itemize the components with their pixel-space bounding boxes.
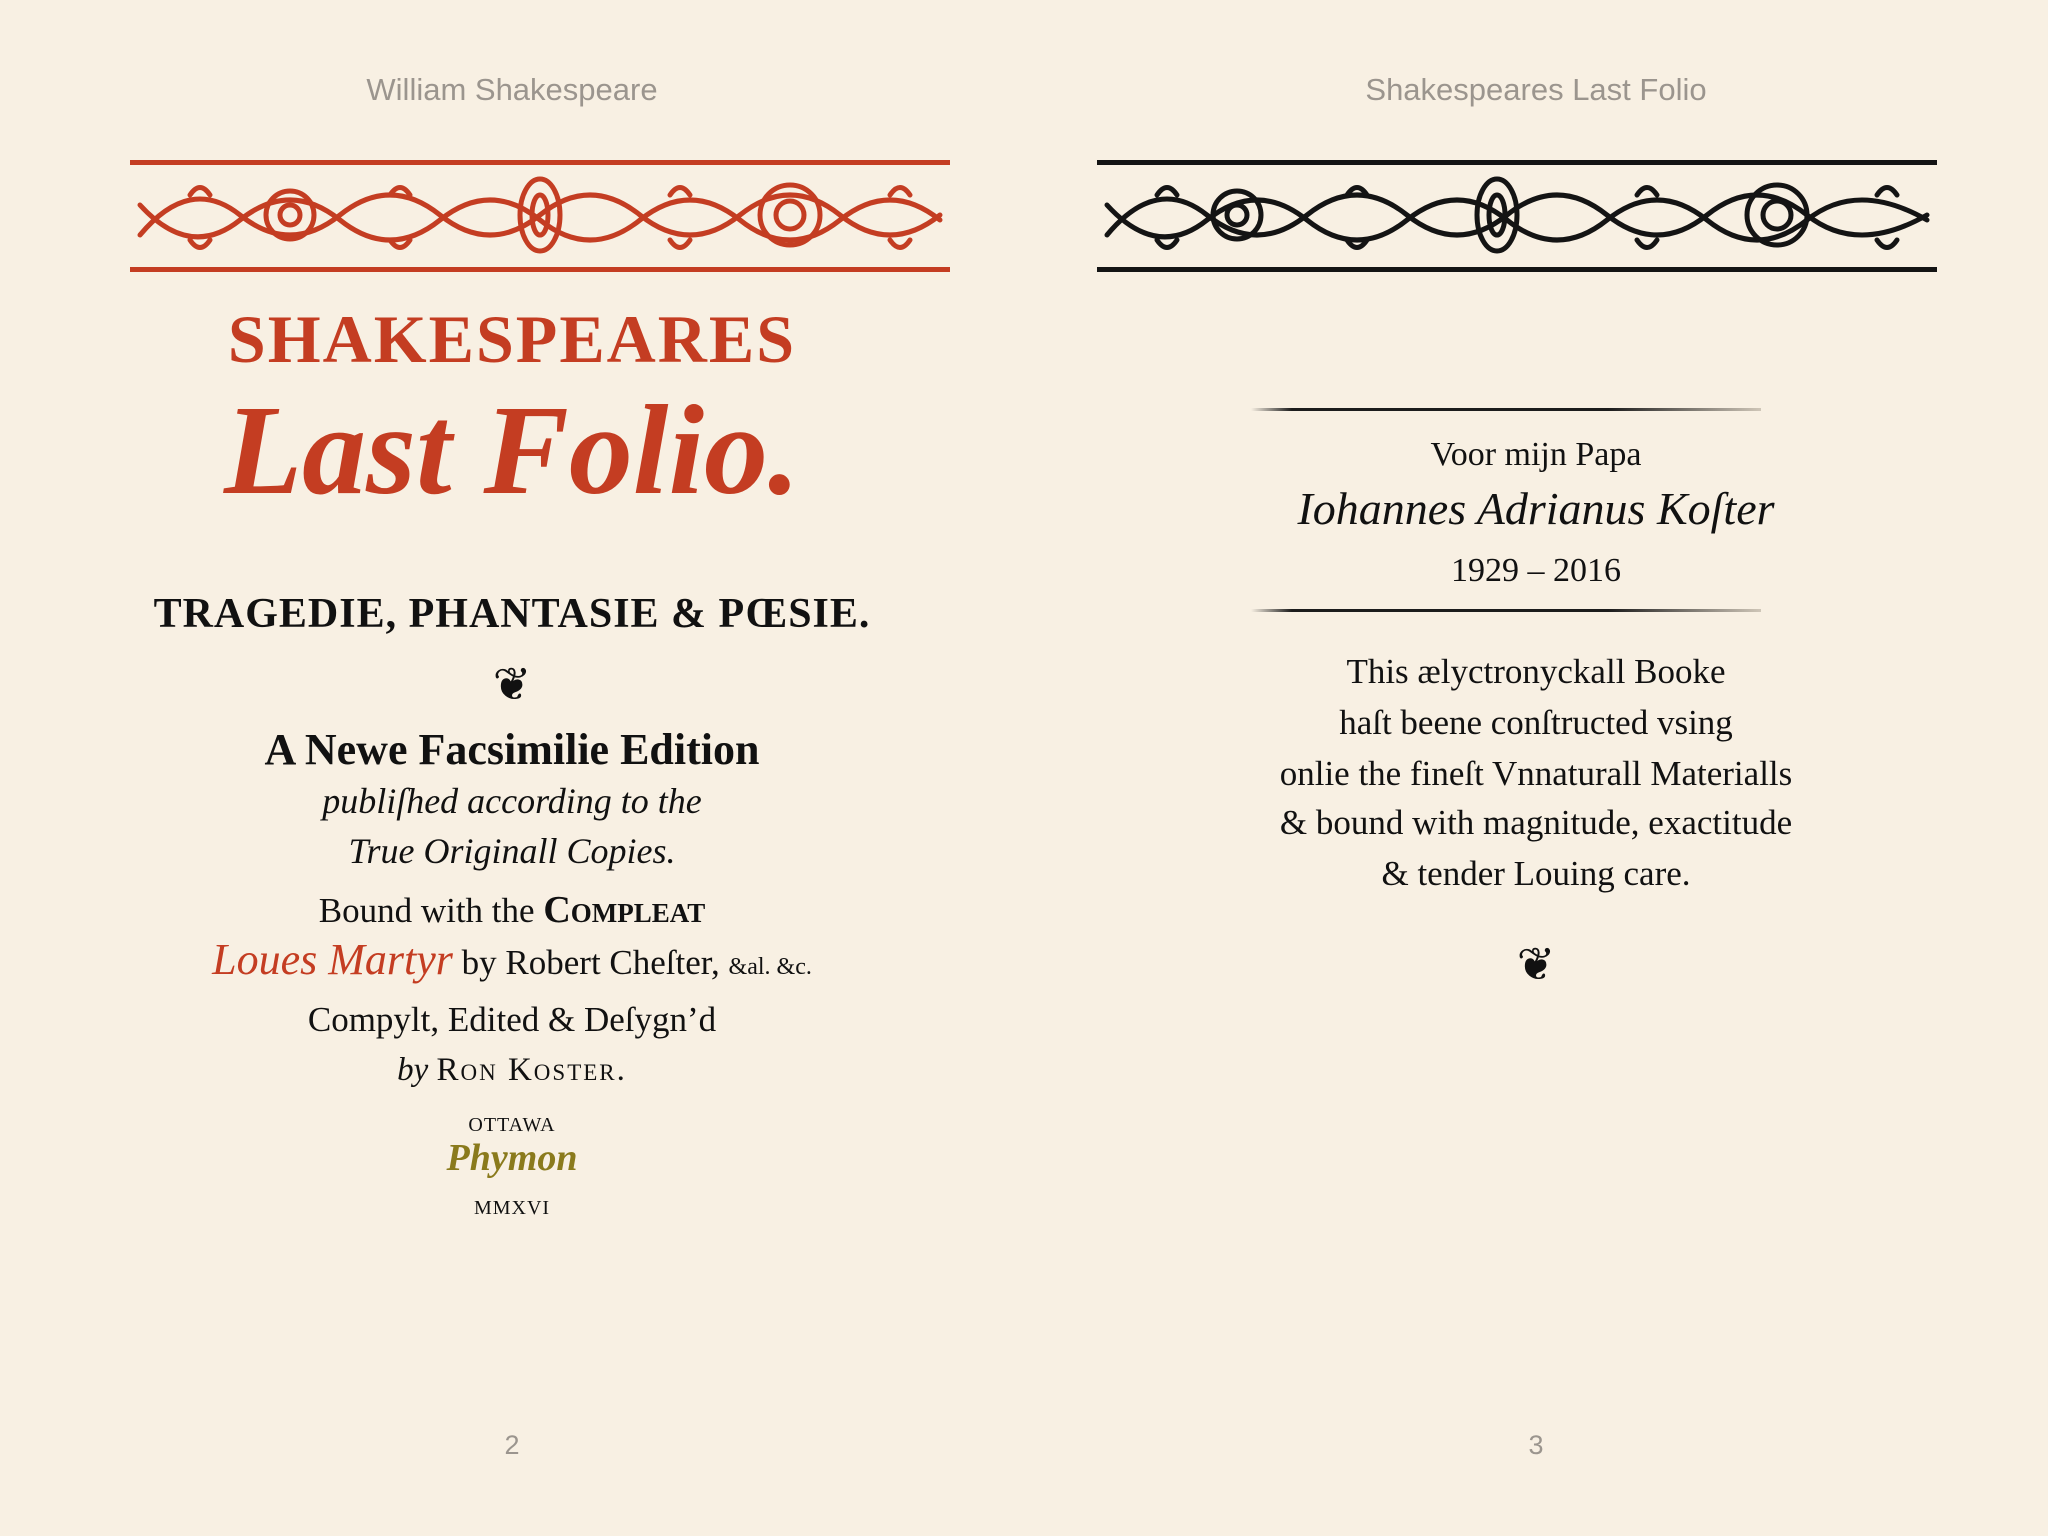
edition-line: A Newe Facsimilie Edition	[264, 725, 760, 774]
colophon-line: This ælyctronyckall Booke	[1346, 652, 1726, 691]
bound-compleat: Compleat	[543, 889, 706, 931]
page-number: 3	[1528, 1430, 1544, 1460]
dedication-line: Voor mijn Papa	[1430, 436, 1642, 473]
fleuron-icon: ❦	[1516, 939, 1556, 990]
author-line	[0, 1052, 1024, 1089]
loues-martyr-title: Loues Martyr	[212, 935, 453, 984]
divider-bottom	[1251, 609, 1761, 612]
by-word: by	[397, 1052, 429, 1088]
right-page[interactable]	[1024, 0, 2048, 1536]
floral-ornament-band-icon	[1097, 160, 1937, 272]
page-number: 2	[504, 1430, 520, 1460]
running-head-author: William Shakespeare	[366, 72, 658, 107]
divider-top	[1251, 408, 1761, 411]
title-last-folio: Last Folio.	[223, 379, 801, 521]
colophon-line: onlie the fineſt Vnnaturall Materialls	[1279, 754, 1793, 793]
colophon-line: & tender Louing care.	[1381, 854, 1691, 893]
floral-ornament-band-icon	[130, 160, 950, 272]
published-line-1: publiſhed according to the	[322, 781, 702, 821]
compyled-line: Compylt, Edited & Deſygn’d	[307, 1000, 717, 1039]
fleuron-icon: ❦	[492, 659, 532, 710]
imprint-publisher: Phymon	[446, 1137, 578, 1179]
imprint-year: MMXVI	[473, 1197, 551, 1219]
subtitle-genres: TRAGEDIE, PHANTASIE & PŒSIE.	[153, 591, 871, 637]
imprint-city: OTTAWA	[468, 1114, 556, 1136]
author-name: Ron Koster.	[436, 1052, 627, 1088]
dedicatee-lifespan: 1929 – 2016	[1451, 552, 1621, 589]
colophon-line: haſt beene conſtructed vsing	[1339, 703, 1733, 742]
title-shakespeares: SHAKESPEARES	[227, 301, 797, 377]
bound-with-line	[0, 888, 1024, 932]
et-al-etc: &al. &c.	[728, 954, 812, 980]
bound-prefix: Bound with the	[318, 891, 535, 930]
chester-credit: by Robert Cheſter,	[461, 943, 720, 982]
colophon-line: & bound with magnitude, exactitude	[1279, 803, 1793, 842]
running-head-title: Shakespeares Last Folio	[1365, 72, 1707, 107]
loues-martyr-line	[0, 934, 1024, 985]
published-line-2: True Originall Copies.	[348, 831, 676, 871]
dedicatee-name: Iohannes Adrianus Koſter	[1297, 483, 1775, 534]
